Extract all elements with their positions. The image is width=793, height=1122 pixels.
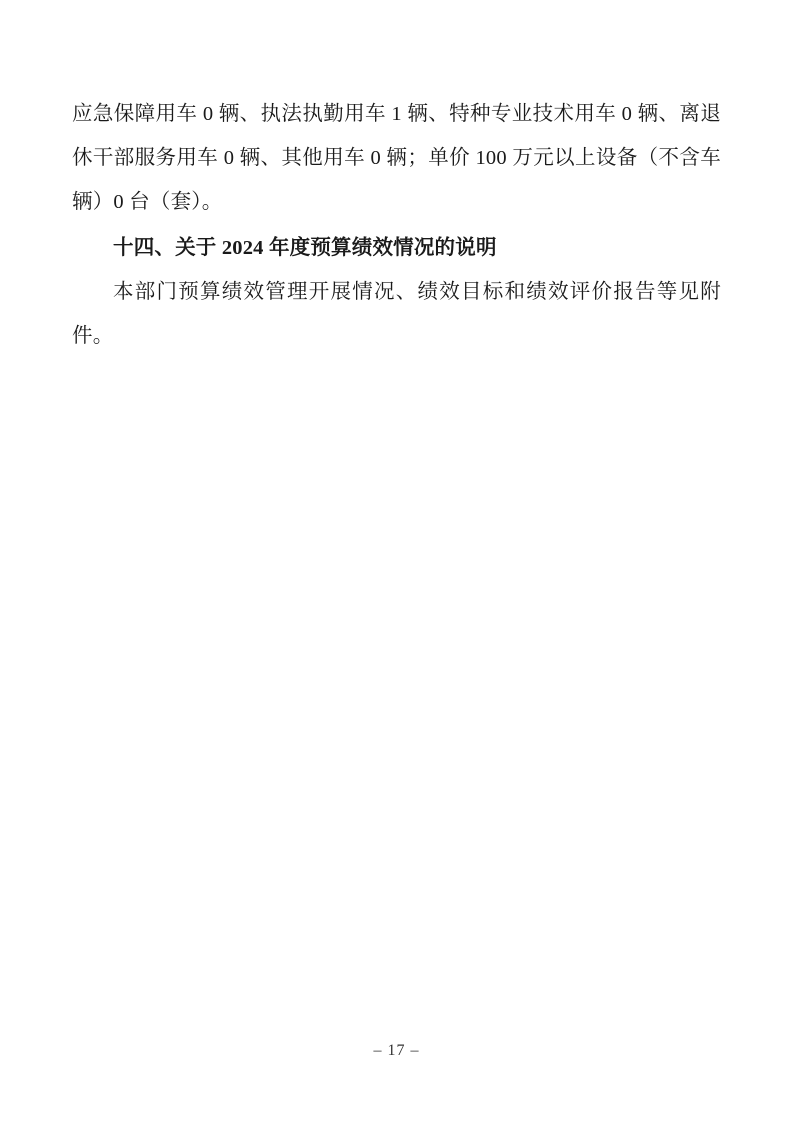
paragraph-performance-note: 本部门预算绩效管理开展情况、绩效目标和绩效评价报告等见附件。 (72, 281, 721, 347)
section-heading-fourteen: 十四、关于 2024 年度预算绩效情况的说明 (113, 237, 497, 259)
paragraph-vehicles-equipment: 应急保障用车 0 辆、执法执勤用车 1 辆、特种专业技术用车 0 辆、离退休干部服务用车 0 辆、其他用车 0 辆；单价 100 万元以上设备（不含车辆）0 台（套）。 (72, 103, 721, 213)
page-number-footer: – 17 – (373, 1042, 420, 1059)
